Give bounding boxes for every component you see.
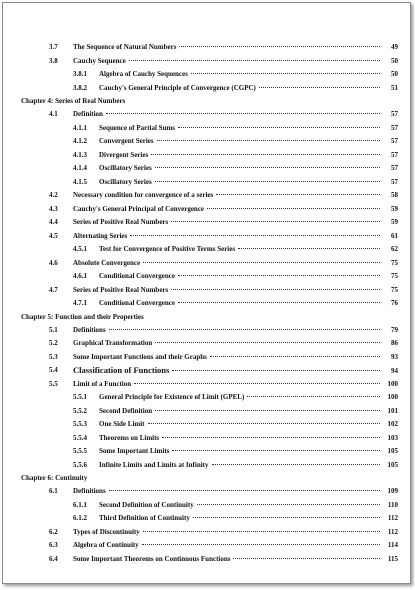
toc-entry-title-line <box>99 68 398 82</box>
dot-leader <box>151 154 380 155</box>
toc-entry-title-line <box>73 485 398 499</box>
toc-entry-title: Some Important Functions and their Graphs <box>73 352 207 361</box>
toc-entry[interactable] <box>3 351 410 365</box>
toc-entry-number: 5.5 <box>49 379 58 388</box>
toc-entry-title-line <box>73 364 398 379</box>
toc-entry-title: Definitions <box>73 487 106 495</box>
toc-entry-title-line <box>73 351 398 365</box>
toc-entry[interactable] <box>3 230 410 244</box>
toc-entry[interactable] <box>3 203 410 217</box>
toc-entry-title: Cauchy's General Principal of Convergence <box>73 204 205 213</box>
toc-entry[interactable] <box>3 337 410 351</box>
dot-leader <box>210 356 380 357</box>
toc-entry[interactable] <box>3 243 410 257</box>
toc-entry-number: 4.1.4 <box>73 164 87 172</box>
toc-entry[interactable] <box>3 297 410 311</box>
toc-entry-number: 4.1 <box>49 110 58 118</box>
toc-entry-title-line <box>21 311 398 324</box>
toc-entry-number: 4.1.3 <box>73 150 87 159</box>
dot-leader <box>155 167 380 168</box>
toc-entry-title-line <box>99 432 398 446</box>
toc-entry[interactable] <box>3 378 410 392</box>
toc-entry[interactable] <box>3 324 410 338</box>
toc-entry-title: Types of Discontinuity <box>73 527 140 536</box>
dot-leader <box>129 60 380 61</box>
dot-leader <box>179 46 380 47</box>
toc-entry-title: Chapter 4: Series of Real Numbers <box>21 97 126 105</box>
toc-entry-number: 4.6 <box>49 258 58 267</box>
toc-entry-title: Second Definition of Continuity <box>99 500 194 509</box>
toc-entry-title: Third Definition of Continuity <box>99 514 190 522</box>
toc-entry-page: 105 <box>387 447 398 455</box>
toc-entry-page: 59 <box>391 204 398 213</box>
toc-entry-title-line <box>21 472 398 485</box>
toc-entry[interactable] <box>3 122 410 136</box>
toc-entry-number: 6.1.2 <box>73 514 87 522</box>
toc-entry-number: 4.7 <box>49 285 58 294</box>
toc-entry-title: The Sequence of Natural Numbers <box>73 43 177 51</box>
toc-entry-page: 93 <box>391 352 398 361</box>
dot-leader <box>155 181 380 182</box>
toc-entry-title-line <box>73 257 398 271</box>
toc-entry-page: 103 <box>387 433 398 442</box>
toc-entry[interactable] <box>3 553 410 567</box>
toc-entry[interactable] <box>3 82 410 96</box>
toc-entry-title-line <box>99 297 398 311</box>
dot-leader <box>148 423 380 424</box>
toc-entry-number: 6.4 <box>49 554 58 563</box>
toc-entry-title: Graphical Transformation <box>73 339 153 347</box>
dot-leader <box>178 302 380 303</box>
toc-entry[interactable] <box>3 526 410 540</box>
toc-entry-title: Oscillatory Series <box>99 164 152 172</box>
toc-entry-number: 5.5.4 <box>73 433 87 442</box>
dot-leader <box>162 437 380 438</box>
toc-entry[interactable] <box>3 216 410 230</box>
toc-entry-title-line <box>73 337 398 351</box>
toc-entry-number: 5.2 <box>49 339 58 347</box>
toc-entry[interactable] <box>3 391 410 405</box>
toc-entry-title: Conditional Convergence <box>99 299 176 307</box>
toc-entry-title-line <box>73 539 398 553</box>
toc-entry-number: 3.7 <box>49 43 58 51</box>
toc-entry-title-line <box>99 82 398 96</box>
dot-leader <box>171 289 380 290</box>
toc-entry-title: Some Important Theorems on Continuous Functions <box>73 554 231 563</box>
toc-entry-number: 6.3 <box>49 541 58 549</box>
toc-entry[interactable] <box>3 68 410 82</box>
toc-entry-number: 6.2 <box>49 527 58 536</box>
toc-entry-title-line <box>99 512 398 526</box>
toc-entry-title: Series of Positive Real Numbers <box>73 285 169 294</box>
toc-entry-page: 51 <box>391 83 398 92</box>
toc-entry-title-line <box>73 324 398 338</box>
dot-leader <box>155 410 380 411</box>
toc-entry-title: Definition <box>73 110 103 118</box>
toc-entry-number: 5.3 <box>49 352 58 361</box>
toc-entry[interactable] <box>3 432 410 446</box>
toc-entry-number: 3.8 <box>49 56 58 65</box>
toc-entry-number: 6.1.1 <box>73 500 87 509</box>
toc-entry-number: 5.5.5 <box>73 447 87 455</box>
dot-leader <box>238 248 380 249</box>
dot-leader <box>130 235 380 236</box>
toc-entry-title-line <box>99 270 398 284</box>
toc-entry-title-line <box>73 216 398 230</box>
toc-entry[interactable] <box>3 176 410 190</box>
toc-entry-page: 112 <box>387 514 398 522</box>
toc-entry[interactable] <box>3 485 410 499</box>
toc-entry-page: 57 <box>391 137 398 145</box>
dot-leader <box>193 517 380 518</box>
toc-entry-title-line <box>73 526 398 540</box>
toc-entry-title: Divergent Series <box>99 150 149 159</box>
toc-entry-title-line <box>99 149 398 163</box>
toc-entry-title: Necessary condition for convergence of a series <box>73 191 214 199</box>
toc-entry-title-line <box>99 176 398 190</box>
toc-entry-page: 75 <box>391 258 398 267</box>
toc-entry-title-line <box>73 41 398 55</box>
dot-leader <box>191 73 380 74</box>
toc-entry-page: 94 <box>391 367 398 375</box>
toc-entry-title: Definitions <box>73 325 106 334</box>
toc-entry-title: Absolute Convergence <box>73 258 141 267</box>
toc-entry-title: Chapter 6: Continuity <box>21 474 88 482</box>
dot-leader <box>172 370 380 371</box>
toc-entry-number: 4.1.5 <box>73 177 87 186</box>
toc-entry-page: 50 <box>391 56 398 65</box>
toc-entry-title-line <box>99 459 398 473</box>
toc-entry-title-line <box>73 108 398 122</box>
toc-entry-title: Convergent Series <box>99 137 154 145</box>
dot-leader <box>212 464 381 465</box>
toc-entry-number: 4.2 <box>49 191 58 199</box>
toc-entry-title-line <box>99 405 398 419</box>
toc-entry-page: 101 <box>387 406 398 415</box>
toc-entry-number: 5.5.1 <box>73 393 87 401</box>
dot-leader <box>171 221 380 222</box>
toc-entry-number: 6.1 <box>49 487 58 495</box>
toc-entry-page: 58 <box>391 191 398 199</box>
toc-entry-page: 114 <box>387 541 398 549</box>
toc-entry-title: Infinite Limits and Limits at Infinity <box>99 460 209 469</box>
dot-leader <box>259 87 380 88</box>
dot-leader <box>207 208 380 209</box>
toc-entry-page: 115 <box>387 554 398 563</box>
toc-entry-title-line <box>73 203 398 217</box>
toc-entry[interactable] <box>3 459 410 473</box>
toc-entry-number: 5.5.2 <box>73 406 87 415</box>
toc-entry-page: 79 <box>391 325 398 334</box>
toc-entry[interactable] <box>3 445 410 459</box>
toc-entry-title-line <box>73 189 398 203</box>
toc-entry-title: One Side Limit <box>99 420 145 428</box>
dot-leader <box>143 262 380 263</box>
toc-entry-page: 100 <box>387 379 398 388</box>
dot-leader <box>155 342 380 343</box>
toc-entry-title-line <box>99 499 398 513</box>
dot-leader <box>157 140 380 141</box>
toc-entry[interactable] <box>3 55 410 69</box>
toc-entry-number: 3.8.2 <box>73 83 87 92</box>
toc-entry-number: 5.5.6 <box>73 460 87 469</box>
toc-entry[interactable] <box>3 149 410 163</box>
toc-entry-title-line <box>99 135 398 149</box>
toc-entry-page: 102 <box>387 420 398 428</box>
toc-entry-page: 112 <box>387 527 398 536</box>
toc-entry-page: 61 <box>391 231 398 240</box>
toc-entry-page: 75 <box>391 272 398 280</box>
toc-entry-page: 50 <box>391 70 398 78</box>
toc-entry-title-line <box>99 122 398 136</box>
toc-entry-page: 57 <box>391 150 398 159</box>
toc-entry[interactable] <box>3 418 410 432</box>
toc-entry-number: 5.5.3 <box>73 420 87 428</box>
toc-entry-page: 76 <box>391 299 398 307</box>
table-of-contents <box>3 41 410 566</box>
toc-entry-title: Second Definition <box>99 406 153 415</box>
toc-entry-title-line <box>99 162 398 176</box>
toc-entry-number: 3.8.1 <box>73 70 87 78</box>
toc-entry[interactable] <box>3 135 410 149</box>
dot-leader <box>109 329 380 330</box>
toc-entry-page: 62 <box>391 245 398 253</box>
toc-entry-page: 59 <box>391 218 398 226</box>
toc-chapter-heading[interactable] <box>3 311 410 324</box>
toc-entry-number: 4.4 <box>49 218 58 226</box>
dot-leader <box>197 504 380 505</box>
toc-entry[interactable] <box>3 270 410 284</box>
toc-entry[interactable] <box>3 284 410 298</box>
toc-entry-title-line <box>21 95 398 108</box>
toc-entry-title: Conditional Convergence <box>99 272 176 280</box>
toc-entry-title-line <box>73 284 398 298</box>
document-page <box>2 2 411 584</box>
toc-entry[interactable] <box>3 405 410 419</box>
toc-entry-title: Sequence of Partial Sums <box>99 123 176 132</box>
toc-entry-title: Cauchy Sequence <box>73 56 126 65</box>
toc-entry-page: 75 <box>391 285 398 294</box>
toc-entry-page: 49 <box>391 43 398 51</box>
dot-leader <box>109 490 380 491</box>
toc-entry-title: Test for Convergence of Positive Terms Series <box>99 245 236 253</box>
toc-entry-title: Some Important Limits <box>99 447 170 455</box>
toc-entry-number: 4.1.1 <box>73 123 87 132</box>
toc-entry-number: 4.7.1 <box>73 299 87 307</box>
dot-leader <box>247 396 380 397</box>
toc-entry-title: Limit of a Function <box>73 379 132 388</box>
toc-entry-title: Series of Positive Real Numbers <box>73 218 169 226</box>
toc-entry-title-line <box>73 378 398 392</box>
dot-leader <box>216 194 380 195</box>
toc-entry-title-line <box>99 391 398 405</box>
toc-entry-page: 57 <box>391 164 398 172</box>
toc-entry[interactable] <box>3 499 410 513</box>
toc-entry-title: General Principle for Existence of Limit (GPEL) <box>99 393 245 401</box>
dot-leader <box>143 531 380 532</box>
toc-entry-title-line <box>99 418 398 432</box>
toc-entry[interactable] <box>3 539 410 553</box>
toc-entry-title-line <box>99 445 398 459</box>
toc-entry-page: 57 <box>391 177 398 186</box>
dot-leader <box>178 127 380 128</box>
toc-entry-page: 100 <box>387 393 398 401</box>
toc-entry-title: Classification of Functions <box>73 365 170 375</box>
dot-leader <box>134 383 380 384</box>
toc-entry-number: 5.1 <box>49 325 58 334</box>
toc-entry-title: Cauchy's General Principle of Convergence (CGPC) <box>99 83 256 92</box>
toc-entry[interactable] <box>3 41 410 55</box>
toc-chapter-heading[interactable] <box>3 95 410 108</box>
toc-entry-title-line <box>73 55 398 69</box>
dot-leader <box>172 450 380 451</box>
toc-entry-page: 109 <box>387 487 398 495</box>
toc-entry-title: Oscillatory Series <box>99 177 152 186</box>
toc-entry-page: 57 <box>391 123 398 132</box>
toc-entry[interactable] <box>3 257 410 271</box>
toc-entry[interactable] <box>3 189 410 203</box>
toc-entry-title: Alternating Series <box>73 231 128 240</box>
toc-entry-number: 5.4 <box>49 366 58 374</box>
toc-entry[interactable] <box>3 162 410 176</box>
dot-leader <box>142 544 380 545</box>
toc-entry-title-line <box>73 230 398 244</box>
toc-entry-page: 110 <box>387 500 398 509</box>
toc-entry-number: 4.3 <box>49 204 58 213</box>
toc-entry-title: Chapter 5: Function and their Properties <box>21 312 144 321</box>
toc-entry-title-line <box>73 553 398 567</box>
toc-entry-title: Algebra of Continuity <box>73 541 139 549</box>
toc-entry[interactable] <box>3 364 410 378</box>
toc-entry-title: Algebra of Cauchy Sequences <box>99 70 188 78</box>
toc-entry[interactable] <box>3 512 410 526</box>
dot-leader <box>178 275 380 276</box>
toc-entry[interactable] <box>3 108 410 122</box>
toc-entry-number: 4.5.1 <box>73 245 87 253</box>
dot-leader <box>233 558 380 559</box>
toc-entry-number: 4.1.2 <box>73 137 87 145</box>
toc-entry-page: 86 <box>391 339 398 347</box>
toc-entry-title: Theorems on Limits <box>99 433 160 442</box>
toc-entry-number: 4.6.1 <box>73 272 87 280</box>
toc-entry-page: 105 <box>387 460 398 469</box>
dot-leader <box>106 113 380 114</box>
toc-entry-number: 4.5 <box>49 231 58 240</box>
toc-chapter-heading[interactable] <box>3 472 410 485</box>
toc-entry-title-line <box>99 243 398 257</box>
toc-entry-page: 57 <box>391 110 398 118</box>
